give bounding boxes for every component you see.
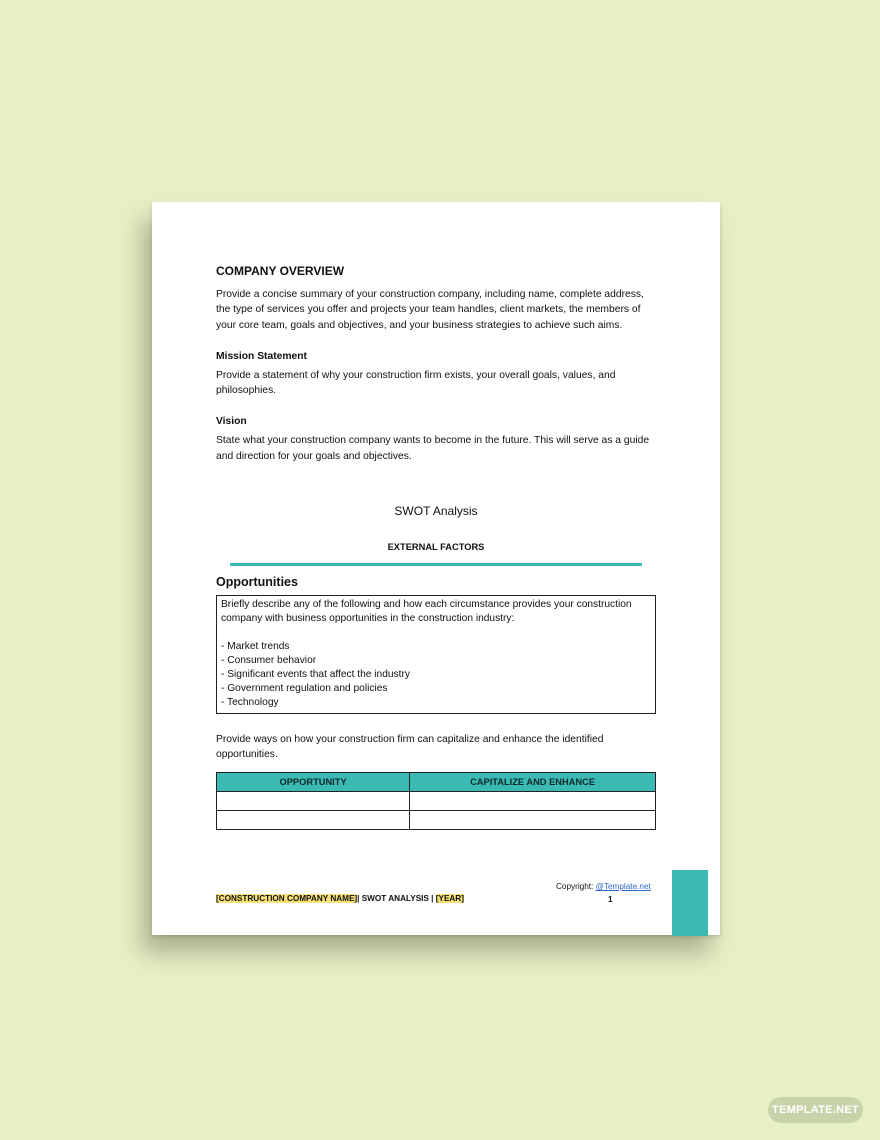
footer-separator: | SWOT ANALYSIS | <box>357 894 436 903</box>
mission-statement-heading: Mission Statement <box>216 350 307 362</box>
list-item: - Consumer behavior <box>221 655 317 667</box>
opportunities-box <box>216 595 656 714</box>
table-row <box>217 791 656 810</box>
swot-analysis-title: SWOT Analysis <box>394 504 478 519</box>
opportunity-table <box>216 772 656 830</box>
copyright-label: Copyright: <box>556 882 596 891</box>
company-overview-heading: COMPANY OVERVIEW <box>216 264 345 278</box>
table-cell[interactable] <box>410 810 656 829</box>
footer-copyright <box>556 882 651 891</box>
vision-heading: Vision <box>216 416 247 428</box>
company-overview-text: Provide a concise summary of your construction company, including name, complete address, the type of services you offer and projects your team handles, client markets, the members of your core team, goals and objectives, and your business strategies to achieve such aims. <box>216 289 644 331</box>
list-item: - Significant events that affect the industry <box>221 669 410 681</box>
opportunities-box-intro: Briefly describe any of the following and how each circumstance provides your construction company with business opportunities in the construction industry: <box>221 599 632 625</box>
document-page <box>152 202 720 935</box>
table-cell[interactable] <box>217 810 410 829</box>
vision-text: State what your construction company wants to become in the future. This will serve as a guide and direction for your goals and objectives. <box>216 435 650 462</box>
table-row <box>217 810 656 829</box>
mission-statement-text: Provide a statement of why your construction firm exists, your overall goals, values, and philosophies. <box>216 369 616 397</box>
copyright-link[interactable]: @Template.net <box>595 882 651 891</box>
year-placeholder: [YEAR] <box>435 894 464 903</box>
teal-corner-tab <box>672 870 708 936</box>
external-factors-title: EXTERNAL FACTORS <box>387 542 485 553</box>
blank-line <box>221 626 651 640</box>
page-content <box>216 264 656 830</box>
capitalize-column-header: CAPITALIZE AND ENHANCE <box>410 772 656 791</box>
page-number: 1 <box>608 895 613 904</box>
template-net-watermark: TEMPLATE.NET <box>768 1097 863 1123</box>
list-item: - Technology <box>221 697 279 709</box>
table-cell[interactable] <box>410 791 656 810</box>
company-name-placeholder: [CONSTRUCTION COMPANY NAME] <box>216 894 358 903</box>
table-cell[interactable] <box>217 791 410 810</box>
footer-doc-label <box>216 894 464 903</box>
opportunities-heading: Opportunities <box>216 575 298 590</box>
teal-divider <box>230 563 642 566</box>
opportunity-column-header: OPPORTUNITY <box>217 772 410 791</box>
table-header-row <box>217 772 656 791</box>
opportunities-followup-text: Provide ways on how your construction firm can capitalize and enhance the identified opportunities. <box>216 734 604 761</box>
list-item: - Market trends <box>221 641 290 653</box>
list-item: - Government regulation and policies <box>221 683 388 695</box>
